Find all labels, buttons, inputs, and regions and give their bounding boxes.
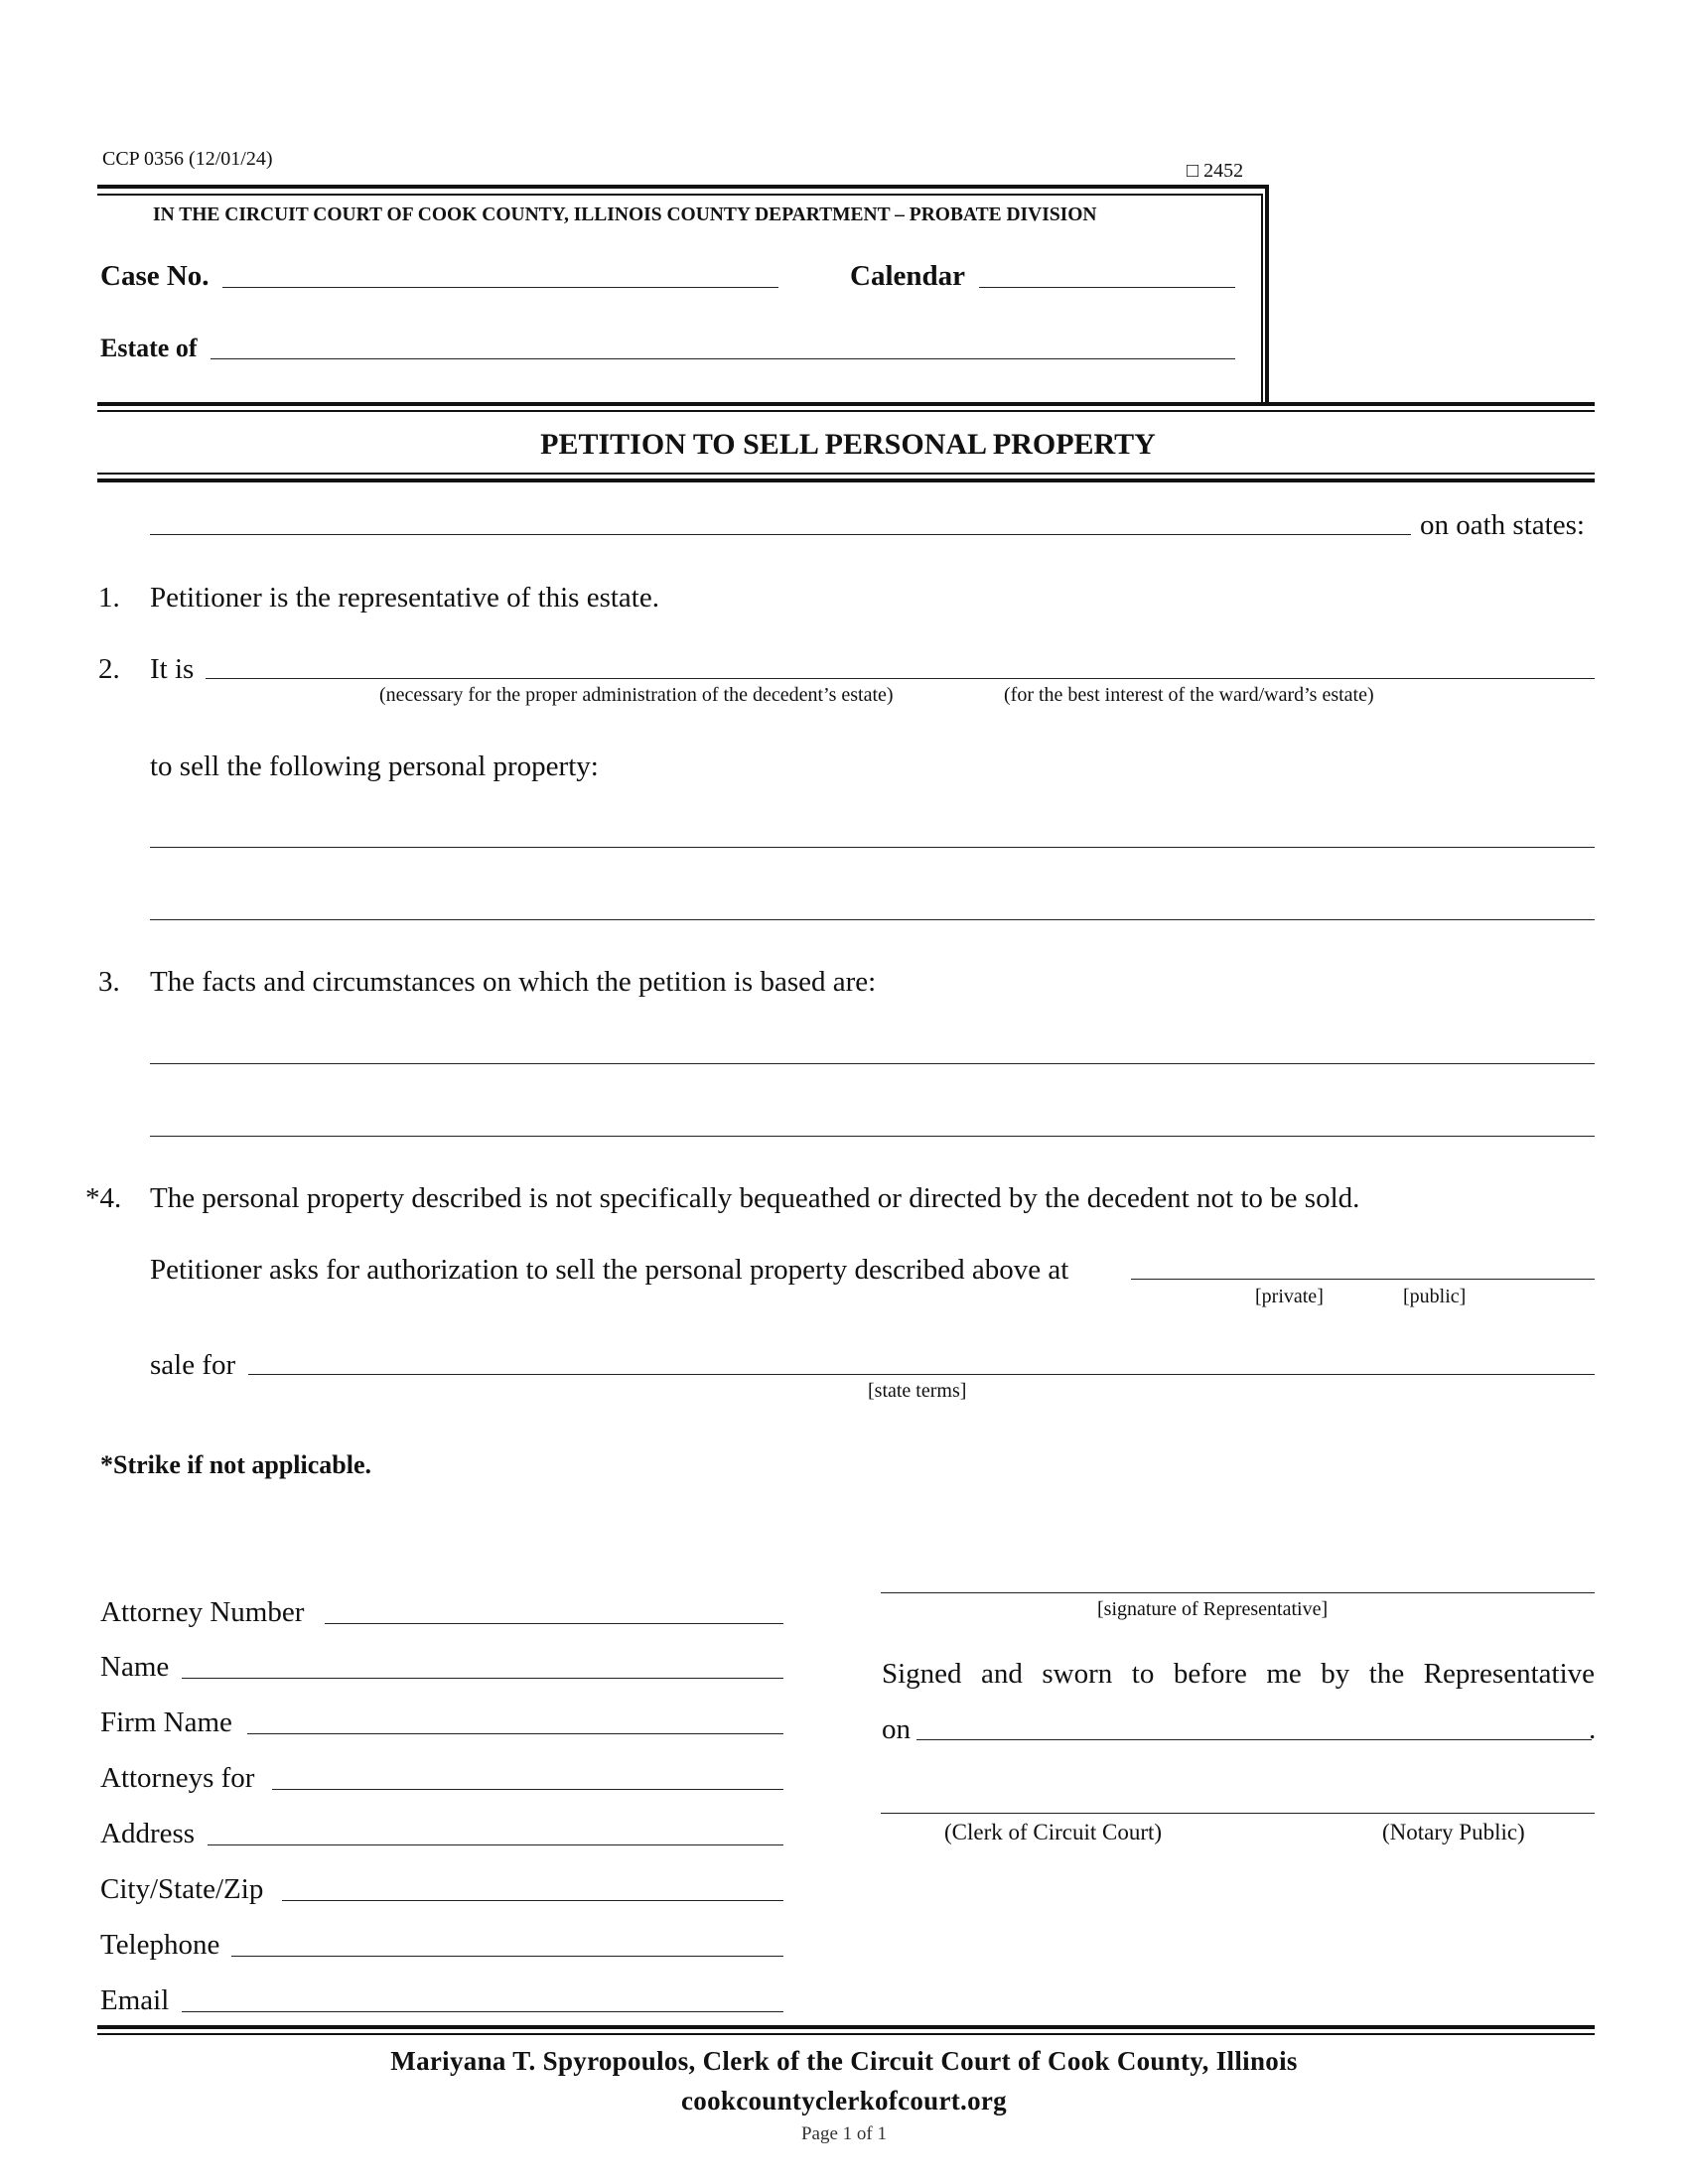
footer-rule-inner	[97, 2033, 1595, 2035]
property-line-2[interactable]	[150, 919, 1595, 920]
telephone-label: Telephone	[100, 1929, 220, 1961]
estate-of-field[interactable]	[211, 358, 1235, 359]
calendar-label: Calendar	[850, 260, 965, 292]
item1-text: Petitioner is the representative of this estate.	[150, 582, 659, 614]
firm-name-field[interactable]	[247, 1733, 783, 1734]
footer-website[interactable]: cookcountyclerkofcourt.org	[681, 2086, 1007, 2116]
title-rule-bottom-inner	[97, 473, 1595, 475]
item4-number: *4.	[85, 1182, 122, 1214]
header-box-right	[1265, 185, 1269, 404]
telephone-field[interactable]	[231, 1956, 783, 1957]
case-no-label: Case No.	[100, 260, 210, 292]
item2-continuation: to sell the following personal property:	[150, 751, 599, 782]
item1-number: 1.	[98, 582, 120, 614]
petitioner-name-field[interactable]	[150, 534, 1411, 535]
form-number: □ 2452	[1187, 160, 1244, 182]
title-rule-top-inner	[97, 410, 1595, 412]
city-state-zip-field[interactable]	[282, 1900, 783, 1901]
hint-state-terms: [state terms]	[868, 1380, 967, 1402]
representative-signature-field[interactable]	[881, 1592, 1595, 1593]
facts-line-1[interactable]	[150, 1063, 1595, 1064]
sale-type-field[interactable]	[1131, 1279, 1595, 1280]
email-field[interactable]	[182, 2011, 783, 2012]
email-label: Email	[100, 1984, 170, 2016]
case-no-field[interactable]	[222, 287, 778, 288]
court-line: IN THE CIRCUIT COURT OF COOK COUNTY, ILLINOIS COUNTY DEPARTMENT – PROBATE DIVISION	[153, 205, 1097, 225]
attorneys-for-label: Attorneys for	[100, 1762, 255, 1794]
attorney-number-label: Attorney Number	[100, 1596, 305, 1628]
notary-label: (Notary Public)	[1382, 1820, 1525, 1844]
on-label: on	[882, 1713, 911, 1745]
calendar-field[interactable]	[979, 287, 1235, 288]
official-signature-field[interactable]	[881, 1813, 1595, 1814]
item4-ask-text: Petitioner asks for authorization to sell the personal property described above at	[150, 1254, 1069, 1286]
footer-clerk-line: Mariyana T. Spyropoulos, Clerk of the Circuit Court of Cook County, Illinois	[390, 2046, 1298, 2076]
attorneys-for-field[interactable]	[272, 1789, 783, 1790]
signature-label: [signature of Representative]	[1097, 1598, 1329, 1620]
property-line-1[interactable]	[150, 847, 1595, 848]
header-box-top	[97, 185, 1267, 189]
item3-text: The facts and circumstances on which the petition is based are:	[150, 966, 877, 998]
sworn-period: .	[1589, 1713, 1597, 1745]
strike-note: *Strike if not applicable.	[100, 1450, 372, 1479]
city-state-zip-label: City/State/Zip	[100, 1873, 264, 1905]
estate-of-label: Estate of	[100, 334, 198, 362]
footer-rule-top	[97, 2025, 1595, 2029]
hint-public: [public]	[1403, 1286, 1467, 1307]
item2-hint-ward: (for the best interest of the ward/ward’s estate)	[1004, 684, 1374, 706]
facts-line-2[interactable]	[150, 1136, 1595, 1137]
attorney-name-field[interactable]	[182, 1678, 783, 1679]
page-title: PETITION TO SELL PERSONAL PROPERTY	[540, 428, 1156, 461]
header-box-right-inner	[1261, 194, 1263, 404]
title-rule-top	[97, 402, 1595, 406]
sworn-date-field[interactable]	[916, 1739, 1592, 1740]
firm-name-label: Firm Name	[100, 1706, 232, 1738]
item3-number: 3.	[98, 966, 120, 998]
sale-for-label: sale for	[150, 1349, 236, 1381]
item2-reason-field[interactable]	[206, 678, 1595, 679]
hint-private: [private]	[1255, 1286, 1324, 1307]
page-number: Page 1 of 1	[800, 2123, 887, 2144]
item2-number: 2.	[98, 653, 120, 685]
sale-terms-field[interactable]	[248, 1374, 1595, 1375]
form-id: CCP 0356 (12/01/24)	[102, 148, 273, 170]
item2-prefix: It is	[150, 653, 195, 685]
item4-text: The personal property described is not specifically bequeathed or directed by the decedent not to be sold.	[150, 1182, 1360, 1214]
on-oath-text: on oath states:	[1420, 509, 1585, 541]
attorney-number-field[interactable]	[325, 1623, 783, 1624]
item2-hint-decedent: (necessary for the proper administration of the decedent’s estate)	[379, 684, 894, 706]
clerk-label: (Clerk of Circuit Court)	[944, 1820, 1163, 1844]
sworn-text: Signed and sworn to before me by the Representative	[882, 1658, 1595, 1690]
address-label: Address	[100, 1818, 196, 1849]
address-field[interactable]	[208, 1844, 783, 1845]
attorney-name-label: Name	[100, 1651, 170, 1683]
header-box-top-inner	[97, 194, 1263, 196]
title-rule-bottom	[97, 478, 1595, 482]
